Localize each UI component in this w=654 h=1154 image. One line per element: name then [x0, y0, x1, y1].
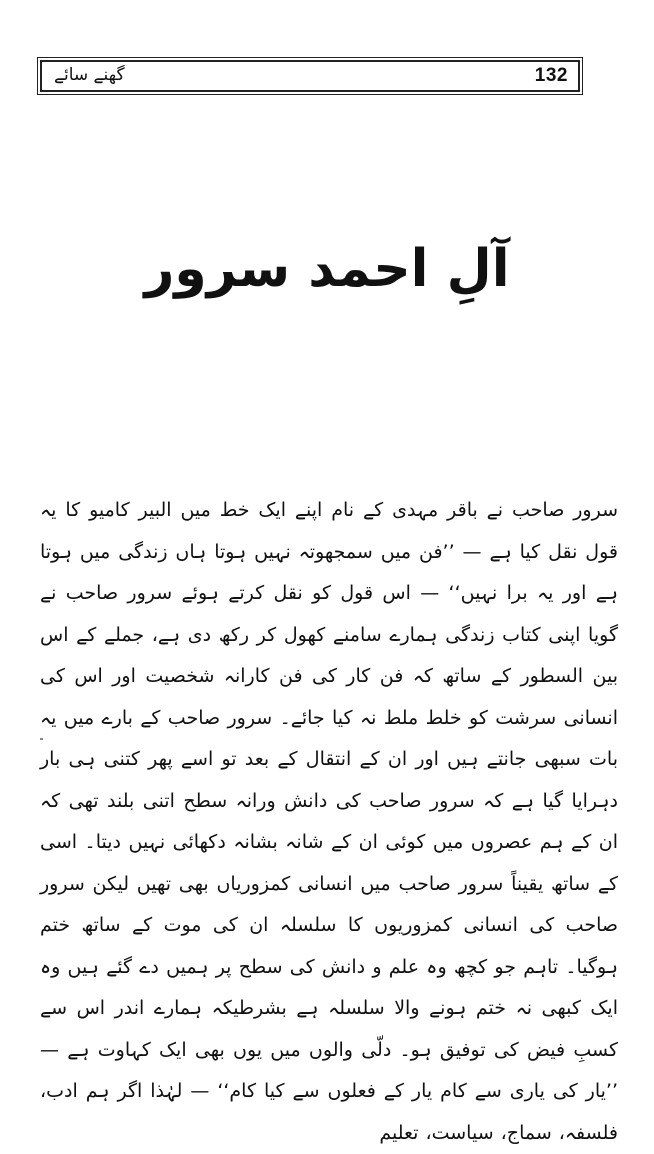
running-header [40, 60, 580, 92]
stray-mark [40, 738, 43, 740]
page-number: 132 [534, 65, 568, 86]
chapter-title: آلِ احمد سرور [144, 239, 510, 299]
body-text [40, 490, 618, 1154]
body-paragraph: سرور صاحب نے باقر مہدی کے نام اپنے ایک خط میں البیر کامیو کا یہ قول نقل کیا ہے — ’’فن میں سمجھوتہ نہیں ہوتا ہاں زندگی میں ہوتا ہے اور یہ برا نہیں‘‘ — اس قول کو نقل کرتے ہوئے سرور صاحب نے گویا اپنی کتاب زندگی ہمارے سامنے کھول کر رکھ دی ہے، جملے کے اس بین السطور کے ساتھ کہ فن کار کی فن کارانہ شخصیت اور اس کی انسانی سرشت کو خلط ملط نہ کیا جائے۔ سرور صاحب کے بارے میں یہ بات سبھی جانتے ہیں اور ان کے انتقال کے بعد تو اسے پھر کتنی ہی بار دہرایا گیا ہے کہ سرور صاحب کی دانش ورانہ سطح اتنی بلند تھی کہ ان کے ہم عصروں میں کوئی ان کے شانہ بشانہ دکھائی نہیں دیتا۔ اسی کے ساتھ یقیناً سرور صاحب میں انسانی کمزوریاں بھی تھیں لیکن سرور صاحب کی انسانی کمزوریوں کا سلسلہ ان کی موت کے ساتھ ختم ہوگیا۔ تاہم جو کچھ وہ علم و دانش کی سطح پر ہمیں دے گئے ہیں وہ ایک کبھی نہ ختم ہونے والا سلسلہ ہے بشرطیکہ ہمارے اندر اس سے کسبِ فیض کی توفیق ہو۔ دلّی والوں میں یوں بھی ایک کہاوت ہے — ’’یار کی یاری سے کام یار کے فعلوں سے کیا کام‘‘ — لہٰذا اگر ہم ادب، فلسفہ، سماج، سیاست، تعلیم [40, 499, 618, 1144]
running-title: گھنے سائے [54, 65, 125, 85]
